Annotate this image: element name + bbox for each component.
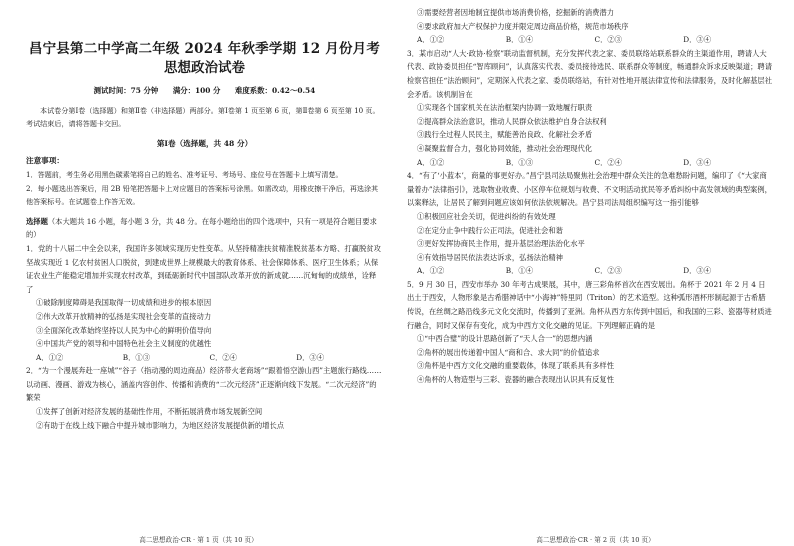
q4-option-a: A．①② — [417, 266, 445, 276]
q5-statement: ①“中西合璧”的设计思路创新了“天人合一”的思想内涵 — [417, 334, 593, 344]
q5-statement: ②角杯的展出传递着中国人“商和合、求大同”的价值追求 — [417, 347, 600, 357]
question-2: 2．“为一个漫展奔赴一座城”“谷子（指动漫的周边商品）经济带火老商场”“跟着悟空游山西”主题旅行路线……以动画、漫画、游戏为核心，涵盖内容创作、传播和消费的“二次元经济”正逐渐向线下发展。“二次元经济”的繁荣 — [26, 366, 382, 403]
q2-statement: ②有助于在线上线下融合中提升城市影响力，为地区经济发展提供新的增长点 — [36, 420, 285, 430]
q1-statement: ②伟大改革开放精神的弘扬是实现社会变革的直接动力 — [36, 311, 212, 321]
q2-option-d: D．③④ — [683, 35, 711, 45]
attention-label: 注意事项： — [26, 156, 64, 166]
page-footer-right: 高二思想政治·CR · 第 2 页（共 10 页） — [536, 536, 655, 544]
q3-option-b: B．①③ — [505, 157, 534, 167]
left-column — [26, 6, 383, 532]
q5-statement: ③角杯是中西方文化交融的重要载体，体现了联系具有多样性 — [417, 361, 615, 371]
q4-statement: ②在定分止争中践行公正司法，促进社会和谐 — [417, 225, 563, 235]
q4-options — [407, 264, 772, 278]
exam-title: 昌宁县第二中学高二年级 2024 年秋季学期 12 月份月考 — [28, 41, 381, 57]
q2-statement: ①发挥了创新对经济发展的基础性作用，不断拓展消费市场发展新空间 — [36, 407, 263, 417]
q3-statement: ③践行全过程人民民主，赋能善治良政、化解社会矛盾 — [417, 130, 593, 140]
q3-option-c: C．②④ — [594, 157, 622, 167]
exam-notice: 本试卷分第Ⅰ卷（选择题）和第Ⅱ卷（非选择题）两部分。第Ⅰ卷第 1 页至第 6 页，第Ⅱ卷第 6 页至第 10 页。考试结束后，请将答题卡交回。 — [26, 105, 380, 129]
exam-score: 满分：100 分 — [172, 86, 221, 95]
part1-title: 第Ⅰ卷（选择题，共 48 分） — [156, 138, 253, 148]
q3-statement: ①实现各个国家机关在法治框架内协调一致地履行职责 — [417, 103, 593, 113]
q4-option-b: B．①④ — [505, 266, 534, 276]
question-3: 3．某市启动“人大·政协·检察”联动监督机制，充分发挥代表之家、委员联络站联系群众的主渠道作用，聘请人大代表、政协委员担任“智库顾问”，认真落实代表、委员接待选民、联系群众等制度，畅通群众诉求反映渠道；聘请检察官担任“法治顾问”，定期深入代表之家、委员联络站，有针对性地开展法律宣传和法律服务，及时化解基层社会矛盾。该机制旨在 — [407, 48, 773, 99]
q1-statement: ③全面深化改革始终坚持以人民为中心的鲜明价值导向 — [36, 325, 212, 335]
q4-statement: ③更好发挥协商民主作用，提升基层治理法治化水平 — [417, 239, 585, 249]
page-footer-left: 高二思想政治·CR · 第 1 页（共 10 页） — [139, 536, 258, 544]
q2-option-c: C．②③ — [594, 35, 622, 45]
q4-statement: ①积极回应社会关切，促进纠纷的有效处理 — [417, 211, 556, 221]
q1-option-b: B．①③ — [122, 352, 151, 362]
attention-item: 1．答题前，考生务必用黑色碳素笔将自己的姓名、准考证号、考场号、座位号在答题卡上填写清楚。 — [26, 169, 343, 179]
q1-options — [26, 351, 383, 365]
page-right — [397, 0, 794, 546]
q3-option-a: A．①② — [417, 157, 445, 167]
q4-option-c: C．②③ — [594, 266, 622, 276]
q2-options — [407, 33, 772, 47]
q1-option-d: D．③④ — [296, 352, 324, 362]
exam-difficulty: 难度系数：0.42～0.54 — [234, 86, 316, 95]
q2-option-a: A．①② — [417, 35, 445, 45]
q1-option-a: A．①② — [36, 352, 64, 362]
q1-statement: ④中国共产党的领导和中国特色社会主义制度的优越性 — [36, 339, 212, 349]
section-label: 选择题 — [26, 216, 48, 226]
attention-item: 2．每小题选出答案后，用 2B 铅笔把答题卡上对应题目的答案标号涂黑。如需改动，用橡皮擦干净后，再选涂其他答案标号。在试题卷上作答无效。 — [26, 183, 379, 207]
q3-option-d: D．③④ — [683, 157, 711, 167]
section-heading — [26, 215, 383, 242]
q1-statement: ①破除制度障碍是我国取得一切成绩和进步的根本原因 — [36, 298, 212, 308]
q1-option-c: C．②④ — [209, 352, 237, 362]
q2-statement: ④要求政府加大产权保护力度并限定周边商品价格，规范市场秩序 — [417, 21, 629, 31]
question-1: 1．党的十八届二中全会以来，我国许多领域实现历史性变革。从坚持精准扶贫精准脱贫基本方略、打赢脱贫攻坚战实现近 1 亿农村贫困人口脱贫，到建成世界上规模最大的教育体系、社会保障体系、医疗卫生体系；从保证农业生产能稳定增加并实现农村改革，到砥砺新时代中国部队改革开放的新成就……沉甸甸的成绩单，诠释了 — [26, 243, 381, 294]
q3-statement: ②提高群众法治意识，推动人民群众依法维护自身合法权利 — [417, 116, 607, 126]
q2-statement: ③需要经营者因地制宜提供市场消费价格，挖掘新的消费潜力 — [417, 8, 615, 17]
q4-option-d: D．③④ — [683, 266, 711, 276]
question-5: 5．9 月 30 日，西安市举办 30 年考古成果展，其中，唐三彩角杯首次在西安展出。角杯于 2021 年 2 月 4 日出土于西安，人物形象是古希腊神话中“小海神”特里同（Triton）的艺术造型。这种弧形酒杯形制起源于古希腊传说，在丝绸之路沿线多元文化交流时，传播到了亚洲。角杯从西方东传到中国后，和我国的三彩、瓷器等材质进行融合，同时又保存有变化，成为中西方文化交融的见证。下列理解正确的是 — [407, 279, 772, 330]
right-column — [407, 6, 772, 532]
section-text: （本大题共 16 小题，每小题 3 分，共 48 分。在每小题给出的四个选项中，只有一项是符合题目要求的） — [26, 216, 377, 240]
q5-statement: ④角杯的人物造型与三彩、瓷器的融合表现出认识具有反复性 — [417, 375, 615, 385]
exam-meta — [26, 84, 383, 98]
q3-statement: ④凝聚监督合力，强化协同效能，推动社会治理现代化 — [417, 143, 593, 153]
exam-subtitle: 思想政治试卷 — [164, 60, 245, 76]
q4-statement: ④有效指导居民依法表达诉求，弘扬法治精神 — [417, 252, 563, 262]
q3-options — [407, 156, 772, 170]
q2-option-b: B．①④ — [505, 35, 534, 45]
question-4: 4．“有了‘小蓝本’，商量的事更好办。”昌宁县司法局聚焦社会治理中群众关注的急难愁盼问题，编印了《“大家商量着办”法律指引》，选取物业收费、小区停车位规划与收费、不文明活动扰民等矛盾纠纷中高发领域的典型案例，以案释法，让居民了解到问题应该如何依法依规解决。昌宁县司法局组织编写这一指引能够 — [407, 171, 772, 208]
exam-time: 测试时间：75 分钟 — [93, 86, 159, 95]
